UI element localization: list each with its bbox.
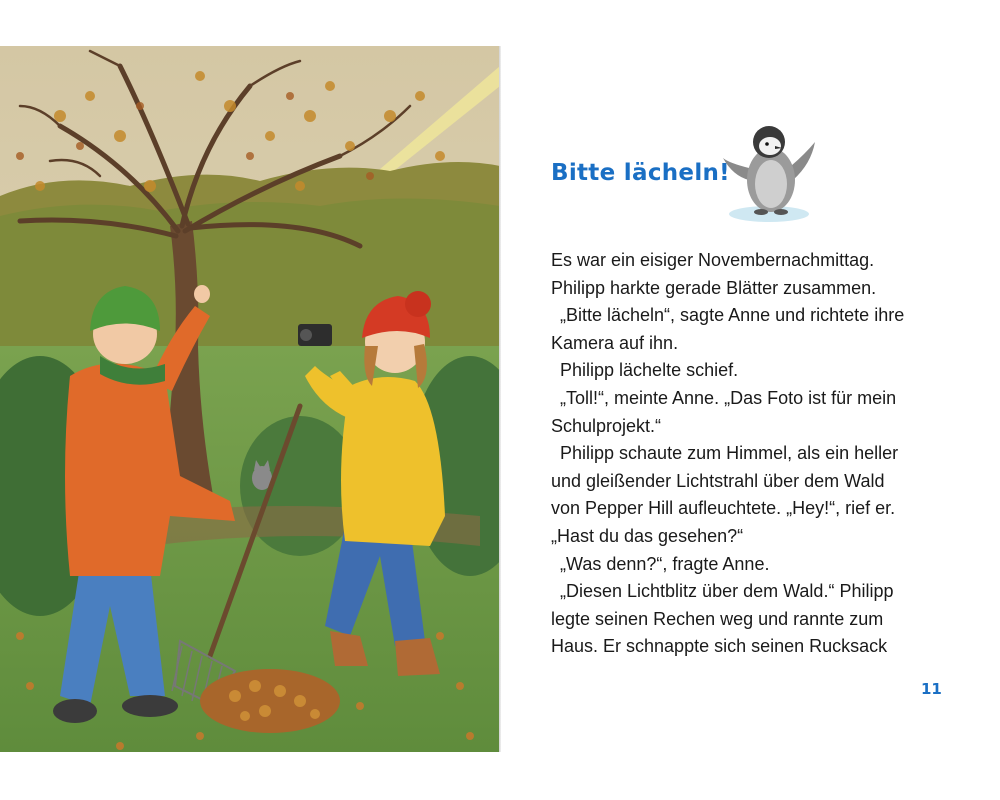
story-line: Schulprojekt.“ xyxy=(551,415,662,436)
story-line: „Diesen Lichtblitz über dem Wald.“ Philipp xyxy=(560,581,894,602)
story-line: Haus. Er schnappte sich seinen Rucksack xyxy=(551,636,888,657)
story-line: legte seinen Rechen weg und rannte zum xyxy=(551,608,884,629)
penguin-icon xyxy=(719,118,819,229)
story-line: Philipp lächelte schief. xyxy=(560,360,739,381)
story-line: „Toll!“, meinte Anne. „Das Foto ist für mein xyxy=(560,387,897,408)
book-spread xyxy=(0,46,1000,752)
chapter-title: Bitte lächeln! xyxy=(551,160,730,186)
story-line: Philipp harkte gerade Blätter zusammen. xyxy=(551,277,877,298)
story-line: „Hast du das gesehen?“ xyxy=(551,525,744,546)
text-page xyxy=(501,46,1000,752)
story-line: Es war ein eisiger Novembernachmittag. xyxy=(551,250,875,270)
story-line: und gleißender Lichtstrahl über dem Wald xyxy=(551,470,885,491)
story-line: „Was denn?“, fragte Anne. xyxy=(560,553,770,574)
autumn-scene-illustration xyxy=(0,46,500,752)
story-line: „Bitte lächeln“, sagte Anne und richtete ihre xyxy=(560,305,905,326)
page-number: 11 xyxy=(921,680,942,698)
story-text xyxy=(551,247,991,661)
story-line: Philipp schaute zum Himmel, als ein heller xyxy=(560,443,899,464)
story-line: Kamera auf ihn. xyxy=(551,332,679,353)
story-line: von Pepper Hill aufleuchtete. „Hey!“, rief er. xyxy=(551,498,896,519)
